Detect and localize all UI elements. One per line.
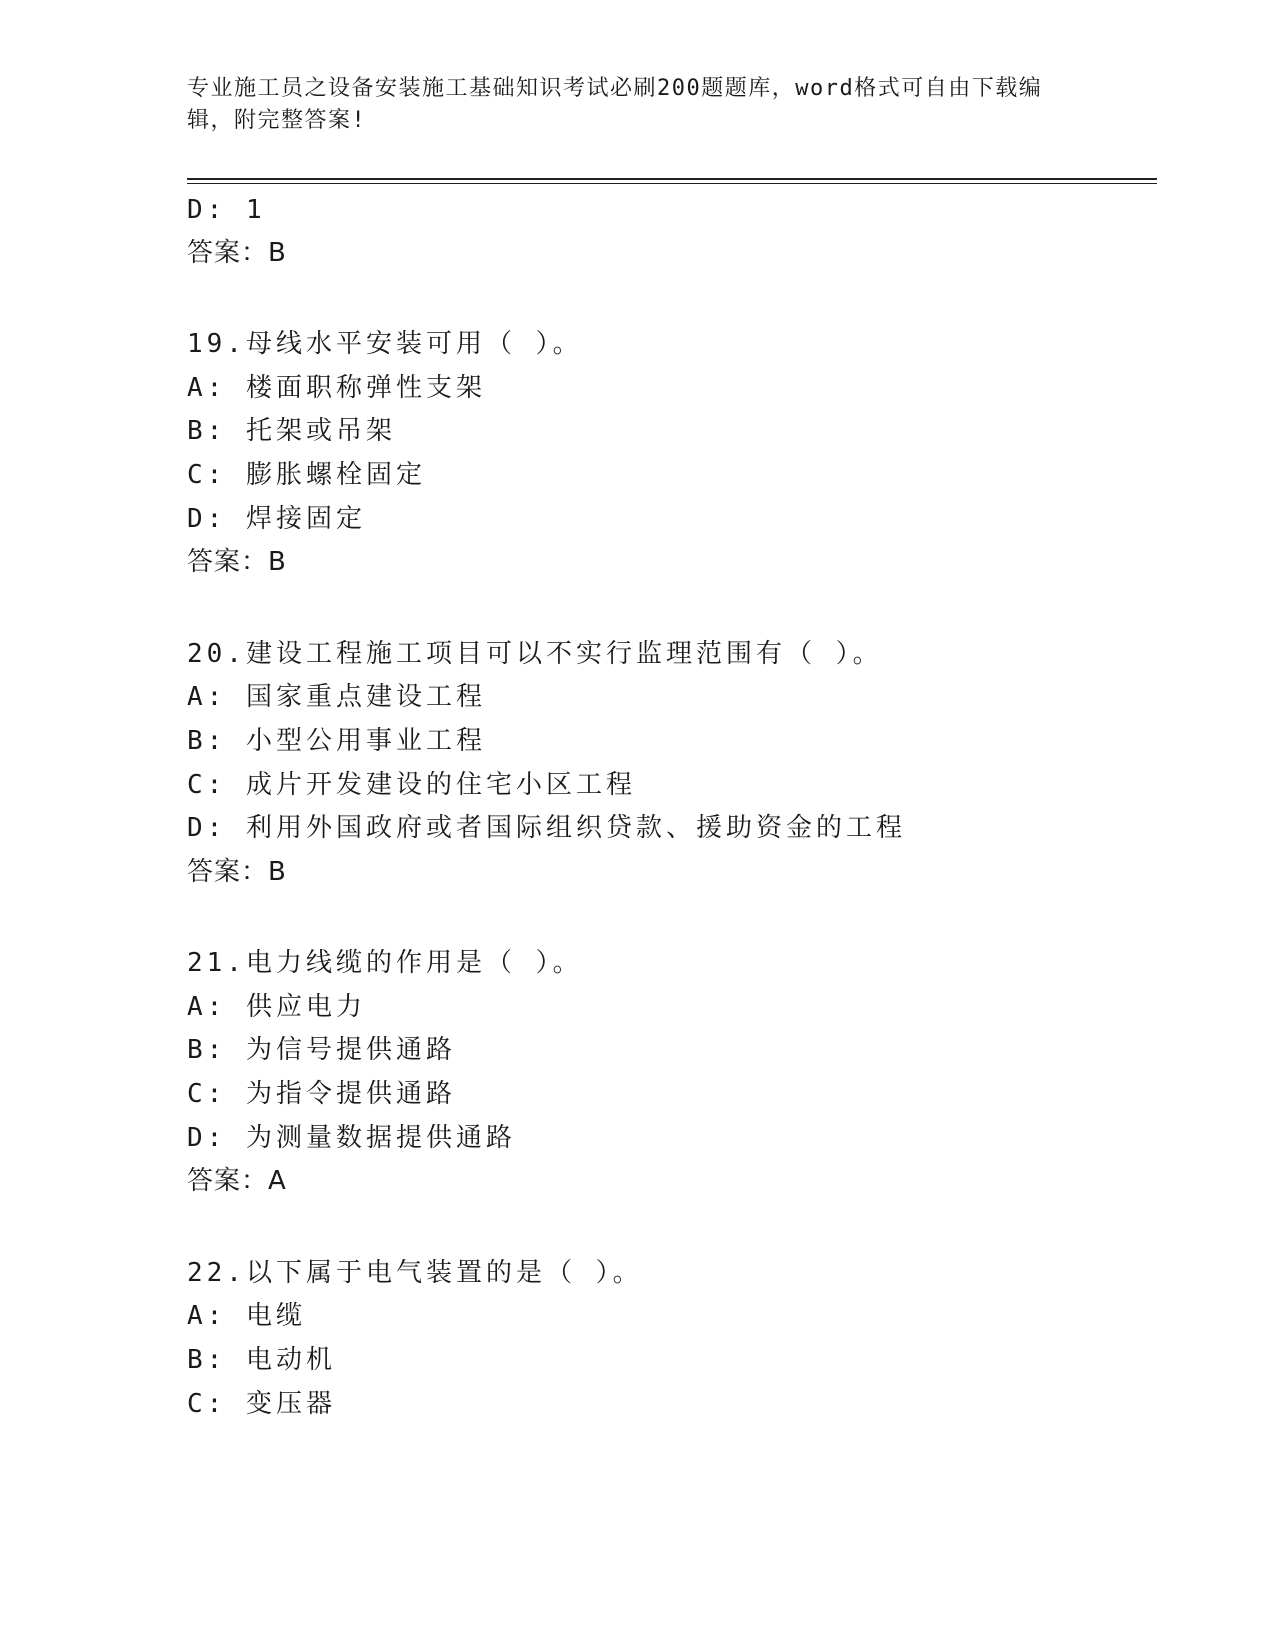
option-a: A: 供应电力 <box>187 992 366 1022</box>
option-d: D: 焊接固定 <box>187 504 366 534</box>
option-b: B: 为信号提供通路 <box>187 1035 456 1065</box>
answer-line: 答案：B <box>187 857 287 887</box>
option-a: A: 国家重点建设工程 <box>187 682 486 712</box>
header-divider-thin <box>187 183 1157 184</box>
question-stem-22: 22.以下属于电气装置的是（ ）。 <box>187 1258 643 1288</box>
option-c: C: 膨胀螺栓固定 <box>187 460 426 490</box>
option-b: B: 托架或吊架 <box>187 416 396 446</box>
answer-line: 答案：B <box>187 238 287 268</box>
option-a: A: 楼面职称弹性支架 <box>187 373 486 403</box>
option-c: C: 成片开发建设的住宅小区工程 <box>187 770 636 800</box>
question-stem-20: 20.建设工程施工项目可以不实行监理范围有（ ）。 <box>187 639 883 669</box>
option-d: D: 为测量数据提供通路 <box>187 1123 516 1153</box>
question-stem-19: 19.母线水平安装可用（ ）。 <box>187 329 583 359</box>
option-c: C: 为指令提供通路 <box>187 1079 456 1109</box>
header-divider <box>187 178 1157 180</box>
answer-line: 答案：B <box>187 547 287 577</box>
option-d: D: 1 <box>187 195 266 225</box>
option-b: B: 电动机 <box>187 1345 336 1375</box>
document-header-title: 专业施工员之设备安装施工基础知识考试必刷200题题库，word格式可自由下载编辑，附完整答案! <box>187 76 1043 133</box>
answer-line: 答案：A <box>187 1166 287 1196</box>
option-d: D: 利用外国政府或者国际组织贷款、援助资金的工程 <box>187 813 906 843</box>
question-stem-21: 21.电力线缆的作用是（ ）。 <box>187 948 583 978</box>
option-a: A: 电缆 <box>187 1301 306 1331</box>
option-b: B: 小型公用事业工程 <box>187 726 486 756</box>
option-c: C: 变压器 <box>187 1389 336 1419</box>
